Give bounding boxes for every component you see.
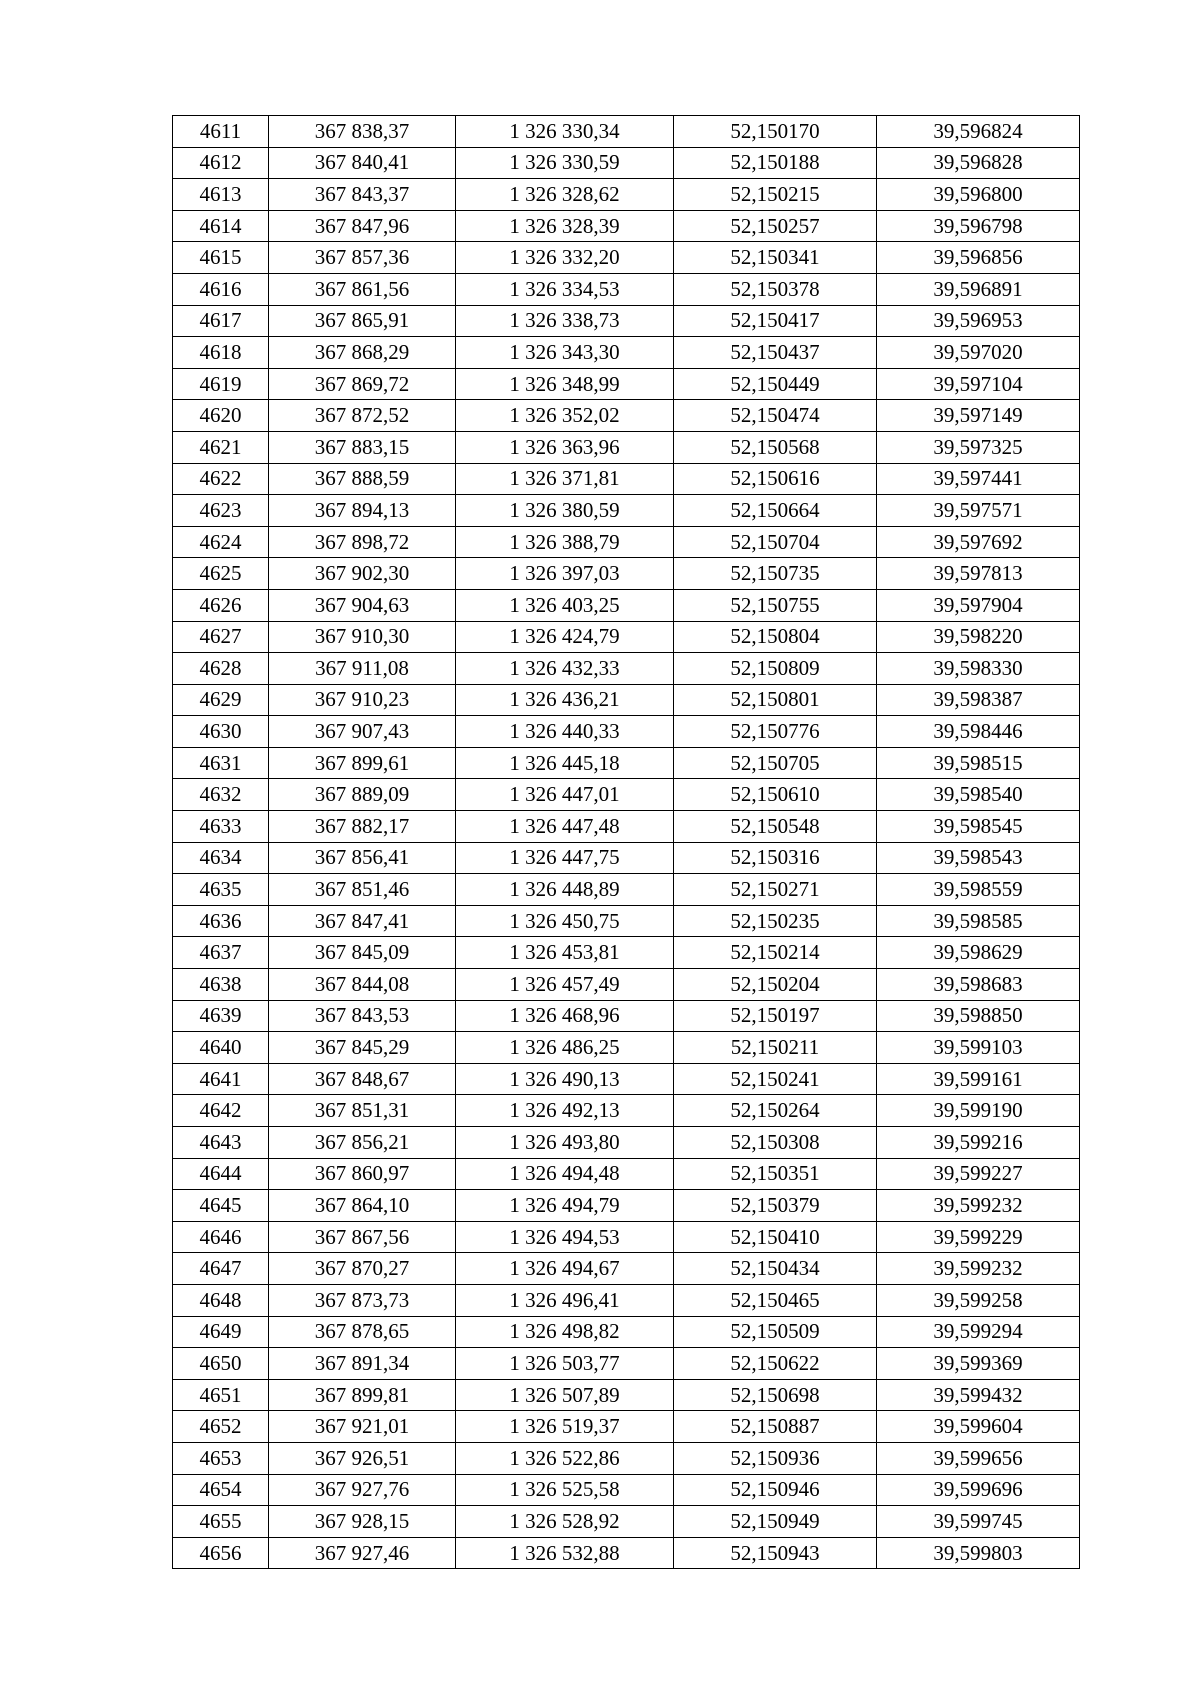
latitude-cell: 52,150379	[674, 1190, 877, 1222]
y-coordinate-cell: 1 326 343,30	[456, 337, 674, 369]
longitude-cell: 39,598850	[877, 1000, 1080, 1032]
table-row	[173, 684, 1080, 716]
latitude-cell: 52,150378	[674, 273, 877, 305]
x-coordinate-cell: 367 838,37	[269, 116, 456, 148]
point-number-cell: 4634	[173, 842, 269, 874]
x-coordinate-cell: 367 911,08	[269, 653, 456, 685]
point-number-cell: 4639	[173, 1000, 269, 1032]
latitude-cell: 52,150215	[674, 179, 877, 211]
y-coordinate-cell: 1 326 448,89	[456, 874, 674, 906]
longitude-cell: 39,599190	[877, 1095, 1080, 1127]
table-row	[173, 1537, 1080, 1569]
longitude-cell: 39,596891	[877, 273, 1080, 305]
y-coordinate-cell: 1 326 493,80	[456, 1127, 674, 1159]
x-coordinate-cell: 367 926,51	[269, 1442, 456, 1474]
x-coordinate-cell: 367 851,31	[269, 1095, 456, 1127]
table-row	[173, 779, 1080, 811]
x-coordinate-cell: 367 878,65	[269, 1316, 456, 1348]
point-number-cell: 4656	[173, 1537, 269, 1569]
point-number-cell: 4618	[173, 337, 269, 369]
latitude-cell: 52,150308	[674, 1127, 877, 1159]
longitude-cell: 39,598545	[877, 811, 1080, 843]
y-coordinate-cell: 1 326 498,82	[456, 1316, 674, 1348]
latitude-cell: 52,150568	[674, 431, 877, 463]
latitude-cell: 52,150410	[674, 1221, 877, 1253]
point-number-cell: 4644	[173, 1158, 269, 1190]
y-coordinate-cell: 1 326 447,01	[456, 779, 674, 811]
point-number-cell: 4614	[173, 210, 269, 242]
y-coordinate-cell: 1 326 348,99	[456, 368, 674, 400]
longitude-cell: 39,599803	[877, 1537, 1080, 1569]
table-row	[173, 242, 1080, 274]
x-coordinate-cell: 367 891,34	[269, 1348, 456, 1380]
point-number-cell: 4652	[173, 1411, 269, 1443]
longitude-cell: 39,598543	[877, 842, 1080, 874]
y-coordinate-cell: 1 326 440,33	[456, 716, 674, 748]
point-number-cell: 4642	[173, 1095, 269, 1127]
longitude-cell: 39,599294	[877, 1316, 1080, 1348]
y-coordinate-cell: 1 326 436,21	[456, 684, 674, 716]
table-row	[173, 589, 1080, 621]
y-coordinate-cell: 1 326 492,13	[456, 1095, 674, 1127]
x-coordinate-cell: 367 845,29	[269, 1032, 456, 1064]
table-row	[173, 1095, 1080, 1127]
coordinates-table-body	[173, 116, 1080, 1569]
latitude-cell: 52,150449	[674, 368, 877, 400]
point-number-cell: 4612	[173, 147, 269, 179]
longitude-cell: 39,597904	[877, 589, 1080, 621]
latitude-cell: 52,150664	[674, 495, 877, 527]
point-number-cell: 4626	[173, 589, 269, 621]
x-coordinate-cell: 367 856,41	[269, 842, 456, 874]
x-coordinate-cell: 367 899,81	[269, 1379, 456, 1411]
latitude-cell: 52,150474	[674, 400, 877, 432]
longitude-cell: 39,599103	[877, 1032, 1080, 1064]
latitude-cell: 52,150616	[674, 463, 877, 495]
table-row	[173, 400, 1080, 432]
longitude-cell: 39,599696	[877, 1474, 1080, 1506]
table-row	[173, 1348, 1080, 1380]
longitude-cell: 39,599258	[877, 1284, 1080, 1316]
latitude-cell: 52,150887	[674, 1411, 877, 1443]
point-number-cell: 4647	[173, 1253, 269, 1285]
point-number-cell: 4615	[173, 242, 269, 274]
x-coordinate-cell: 367 861,56	[269, 273, 456, 305]
point-number-cell: 4619	[173, 368, 269, 400]
point-number-cell: 4655	[173, 1506, 269, 1538]
y-coordinate-cell: 1 326 528,92	[456, 1506, 674, 1538]
point-number-cell: 4621	[173, 431, 269, 463]
longitude-cell: 39,598330	[877, 653, 1080, 685]
x-coordinate-cell: 367 883,15	[269, 431, 456, 463]
table-row	[173, 1253, 1080, 1285]
longitude-cell: 39,598629	[877, 937, 1080, 969]
point-number-cell: 4613	[173, 179, 269, 211]
table-row	[173, 273, 1080, 305]
y-coordinate-cell: 1 326 494,48	[456, 1158, 674, 1190]
latitude-cell: 52,150949	[674, 1506, 877, 1538]
longitude-cell: 39,597692	[877, 526, 1080, 558]
x-coordinate-cell: 367 894,13	[269, 495, 456, 527]
table-row	[173, 337, 1080, 369]
y-coordinate-cell: 1 326 424,79	[456, 621, 674, 653]
y-coordinate-cell: 1 326 380,59	[456, 495, 674, 527]
table-row	[173, 969, 1080, 1001]
point-number-cell: 4651	[173, 1379, 269, 1411]
latitude-cell: 52,150170	[674, 116, 877, 148]
point-number-cell: 4638	[173, 969, 269, 1001]
x-coordinate-cell: 367 910,30	[269, 621, 456, 653]
table-row	[173, 463, 1080, 495]
longitude-cell: 39,597441	[877, 463, 1080, 495]
longitude-cell: 39,599656	[877, 1442, 1080, 1474]
y-coordinate-cell: 1 326 447,75	[456, 842, 674, 874]
latitude-cell: 52,150211	[674, 1032, 877, 1064]
table-row	[173, 179, 1080, 211]
table-row	[173, 874, 1080, 906]
latitude-cell: 52,150465	[674, 1284, 877, 1316]
longitude-cell: 39,596953	[877, 305, 1080, 337]
table-row	[173, 1158, 1080, 1190]
x-coordinate-cell: 367 868,29	[269, 337, 456, 369]
longitude-cell: 39,599229	[877, 1221, 1080, 1253]
x-coordinate-cell: 367 928,15	[269, 1506, 456, 1538]
x-coordinate-cell: 367 865,91	[269, 305, 456, 337]
longitude-cell: 39,598540	[877, 779, 1080, 811]
y-coordinate-cell: 1 326 447,48	[456, 811, 674, 843]
longitude-cell: 39,597813	[877, 558, 1080, 590]
latitude-cell: 52,150341	[674, 242, 877, 274]
y-coordinate-cell: 1 326 328,39	[456, 210, 674, 242]
table-row	[173, 811, 1080, 843]
point-number-cell: 4637	[173, 937, 269, 969]
point-number-cell: 4654	[173, 1474, 269, 1506]
table-row	[173, 1474, 1080, 1506]
table-row	[173, 1442, 1080, 1474]
x-coordinate-cell: 367 847,96	[269, 210, 456, 242]
y-coordinate-cell: 1 326 403,25	[456, 589, 674, 621]
y-coordinate-cell: 1 326 507,89	[456, 1379, 674, 1411]
latitude-cell: 52,150610	[674, 779, 877, 811]
latitude-cell: 52,150214	[674, 937, 877, 969]
y-coordinate-cell: 1 326 532,88	[456, 1537, 674, 1569]
longitude-cell: 39,598220	[877, 621, 1080, 653]
x-coordinate-cell: 367 910,23	[269, 684, 456, 716]
longitude-cell: 39,599604	[877, 1411, 1080, 1443]
point-number-cell: 4635	[173, 874, 269, 906]
longitude-cell: 39,596798	[877, 210, 1080, 242]
table-row	[173, 1063, 1080, 1095]
point-number-cell: 4648	[173, 1284, 269, 1316]
y-coordinate-cell: 1 326 363,96	[456, 431, 674, 463]
x-coordinate-cell: 367 873,73	[269, 1284, 456, 1316]
longitude-cell: 39,597571	[877, 495, 1080, 527]
y-coordinate-cell: 1 326 328,62	[456, 179, 674, 211]
x-coordinate-cell: 367 870,27	[269, 1253, 456, 1285]
x-coordinate-cell: 367 856,21	[269, 1127, 456, 1159]
table-row	[173, 1190, 1080, 1222]
point-number-cell: 4628	[173, 653, 269, 685]
table-row	[173, 937, 1080, 969]
coordinates-table	[172, 115, 1080, 1569]
y-coordinate-cell: 1 326 432,33	[456, 653, 674, 685]
x-coordinate-cell: 367 843,37	[269, 179, 456, 211]
y-coordinate-cell: 1 326 330,34	[456, 116, 674, 148]
latitude-cell: 52,150188	[674, 147, 877, 179]
x-coordinate-cell: 367 904,63	[269, 589, 456, 621]
longitude-cell: 39,597104	[877, 368, 1080, 400]
latitude-cell: 52,150437	[674, 337, 877, 369]
x-coordinate-cell: 367 857,36	[269, 242, 456, 274]
point-number-cell: 4649	[173, 1316, 269, 1348]
y-coordinate-cell: 1 326 371,81	[456, 463, 674, 495]
latitude-cell: 52,150434	[674, 1253, 877, 1285]
longitude-cell: 39,599227	[877, 1158, 1080, 1190]
table-row	[173, 621, 1080, 653]
point-number-cell: 4643	[173, 1127, 269, 1159]
x-coordinate-cell: 367 888,59	[269, 463, 456, 495]
y-coordinate-cell: 1 326 519,37	[456, 1411, 674, 1443]
x-coordinate-cell: 367 840,41	[269, 147, 456, 179]
x-coordinate-cell: 367 848,67	[269, 1063, 456, 1095]
x-coordinate-cell: 367 851,46	[269, 874, 456, 906]
x-coordinate-cell: 367 864,10	[269, 1190, 456, 1222]
table-row	[173, 1506, 1080, 1538]
y-coordinate-cell: 1 326 338,73	[456, 305, 674, 337]
latitude-cell: 52,150776	[674, 716, 877, 748]
table-row	[173, 116, 1080, 148]
latitude-cell: 52,150704	[674, 526, 877, 558]
y-coordinate-cell: 1 326 503,77	[456, 1348, 674, 1380]
table-row	[173, 1411, 1080, 1443]
latitude-cell: 52,150264	[674, 1095, 877, 1127]
y-coordinate-cell: 1 326 496,41	[456, 1284, 674, 1316]
x-coordinate-cell: 367 921,01	[269, 1411, 456, 1443]
point-number-cell: 4646	[173, 1221, 269, 1253]
x-coordinate-cell: 367 902,30	[269, 558, 456, 590]
longitude-cell: 39,599369	[877, 1348, 1080, 1380]
latitude-cell: 52,150351	[674, 1158, 877, 1190]
point-number-cell: 4653	[173, 1442, 269, 1474]
x-coordinate-cell: 367 844,08	[269, 969, 456, 1001]
y-coordinate-cell: 1 326 494,67	[456, 1253, 674, 1285]
table-row	[173, 842, 1080, 874]
latitude-cell: 52,150241	[674, 1063, 877, 1095]
longitude-cell: 39,598559	[877, 874, 1080, 906]
latitude-cell: 52,150622	[674, 1348, 877, 1380]
longitude-cell: 39,597149	[877, 400, 1080, 432]
point-number-cell: 4641	[173, 1063, 269, 1095]
latitude-cell: 52,150946	[674, 1474, 877, 1506]
latitude-cell: 52,150809	[674, 653, 877, 685]
table-row	[173, 1000, 1080, 1032]
y-coordinate-cell: 1 326 397,03	[456, 558, 674, 590]
latitude-cell: 52,150197	[674, 1000, 877, 1032]
table-row	[173, 495, 1080, 527]
point-number-cell: 4629	[173, 684, 269, 716]
latitude-cell: 52,150804	[674, 621, 877, 653]
table-row	[173, 716, 1080, 748]
point-number-cell: 4622	[173, 463, 269, 495]
longitude-cell: 39,596828	[877, 147, 1080, 179]
latitude-cell: 52,150755	[674, 589, 877, 621]
latitude-cell: 52,150735	[674, 558, 877, 590]
x-coordinate-cell: 367 845,09	[269, 937, 456, 969]
y-coordinate-cell: 1 326 352,02	[456, 400, 674, 432]
y-coordinate-cell: 1 326 494,53	[456, 1221, 674, 1253]
point-number-cell: 4636	[173, 905, 269, 937]
y-coordinate-cell: 1 326 522,86	[456, 1442, 674, 1474]
y-coordinate-cell: 1 326 457,49	[456, 969, 674, 1001]
y-coordinate-cell: 1 326 450,75	[456, 905, 674, 937]
y-coordinate-cell: 1 326 332,20	[456, 242, 674, 274]
point-number-cell: 4630	[173, 716, 269, 748]
longitude-cell: 39,598683	[877, 969, 1080, 1001]
y-coordinate-cell: 1 326 494,79	[456, 1190, 674, 1222]
longitude-cell: 39,596800	[877, 179, 1080, 211]
table-row	[173, 747, 1080, 779]
point-number-cell: 4620	[173, 400, 269, 432]
latitude-cell: 52,150548	[674, 811, 877, 843]
y-coordinate-cell: 1 326 388,79	[456, 526, 674, 558]
point-number-cell: 4624	[173, 526, 269, 558]
point-number-cell: 4631	[173, 747, 269, 779]
latitude-cell: 52,150204	[674, 969, 877, 1001]
latitude-cell: 52,150316	[674, 842, 877, 874]
latitude-cell: 52,150943	[674, 1537, 877, 1569]
table-row	[173, 147, 1080, 179]
latitude-cell: 52,150257	[674, 210, 877, 242]
table-row	[173, 1379, 1080, 1411]
x-coordinate-cell: 367 867,56	[269, 1221, 456, 1253]
latitude-cell: 52,150801	[674, 684, 877, 716]
point-number-cell: 4616	[173, 273, 269, 305]
longitude-cell: 39,598585	[877, 905, 1080, 937]
table-row	[173, 431, 1080, 463]
latitude-cell: 52,150271	[674, 874, 877, 906]
longitude-cell: 39,598515	[877, 747, 1080, 779]
x-coordinate-cell: 367 889,09	[269, 779, 456, 811]
latitude-cell: 52,150936	[674, 1442, 877, 1474]
table-row	[173, 905, 1080, 937]
point-number-cell: 4617	[173, 305, 269, 337]
point-number-cell: 4645	[173, 1190, 269, 1222]
longitude-cell: 39,599232	[877, 1253, 1080, 1285]
longitude-cell: 39,599232	[877, 1190, 1080, 1222]
point-number-cell: 4650	[173, 1348, 269, 1380]
table-row	[173, 653, 1080, 685]
latitude-cell: 52,150417	[674, 305, 877, 337]
y-coordinate-cell: 1 326 468,96	[456, 1000, 674, 1032]
point-number-cell: 4633	[173, 811, 269, 843]
longitude-cell: 39,598446	[877, 716, 1080, 748]
x-coordinate-cell: 367 927,46	[269, 1537, 456, 1569]
table-row	[173, 1127, 1080, 1159]
table-row	[173, 1284, 1080, 1316]
table-row	[173, 558, 1080, 590]
x-coordinate-cell: 367 847,41	[269, 905, 456, 937]
point-number-cell: 4611	[173, 116, 269, 148]
y-coordinate-cell: 1 326 486,25	[456, 1032, 674, 1064]
point-number-cell: 4640	[173, 1032, 269, 1064]
table-row	[173, 1316, 1080, 1348]
longitude-cell: 39,597325	[877, 431, 1080, 463]
x-coordinate-cell: 367 843,53	[269, 1000, 456, 1032]
longitude-cell: 39,599745	[877, 1506, 1080, 1538]
latitude-cell: 52,150705	[674, 747, 877, 779]
x-coordinate-cell: 367 872,52	[269, 400, 456, 432]
latitude-cell: 52,150698	[674, 1379, 877, 1411]
y-coordinate-cell: 1 326 334,53	[456, 273, 674, 305]
x-coordinate-cell: 367 907,43	[269, 716, 456, 748]
x-coordinate-cell: 367 898,72	[269, 526, 456, 558]
longitude-cell: 39,599161	[877, 1063, 1080, 1095]
x-coordinate-cell: 367 927,76	[269, 1474, 456, 1506]
y-coordinate-cell: 1 326 525,58	[456, 1474, 674, 1506]
table-row	[173, 1221, 1080, 1253]
table-row	[173, 526, 1080, 558]
longitude-cell: 39,598387	[877, 684, 1080, 716]
y-coordinate-cell: 1 326 445,18	[456, 747, 674, 779]
longitude-cell: 39,599432	[877, 1379, 1080, 1411]
table-row	[173, 210, 1080, 242]
point-number-cell: 4623	[173, 495, 269, 527]
longitude-cell: 39,599216	[877, 1127, 1080, 1159]
point-number-cell: 4632	[173, 779, 269, 811]
table-row	[173, 1032, 1080, 1064]
y-coordinate-cell: 1 326 490,13	[456, 1063, 674, 1095]
table-row	[173, 305, 1080, 337]
y-coordinate-cell: 1 326 330,59	[456, 147, 674, 179]
longitude-cell: 39,596856	[877, 242, 1080, 274]
longitude-cell: 39,597020	[877, 337, 1080, 369]
x-coordinate-cell: 367 882,17	[269, 811, 456, 843]
x-coordinate-cell: 367 899,61	[269, 747, 456, 779]
y-coordinate-cell: 1 326 453,81	[456, 937, 674, 969]
x-coordinate-cell: 367 860,97	[269, 1158, 456, 1190]
point-number-cell: 4627	[173, 621, 269, 653]
point-number-cell: 4625	[173, 558, 269, 590]
x-coordinate-cell: 367 869,72	[269, 368, 456, 400]
table-row	[173, 368, 1080, 400]
latitude-cell: 52,150509	[674, 1316, 877, 1348]
longitude-cell: 39,596824	[877, 116, 1080, 148]
latitude-cell: 52,150235	[674, 905, 877, 937]
